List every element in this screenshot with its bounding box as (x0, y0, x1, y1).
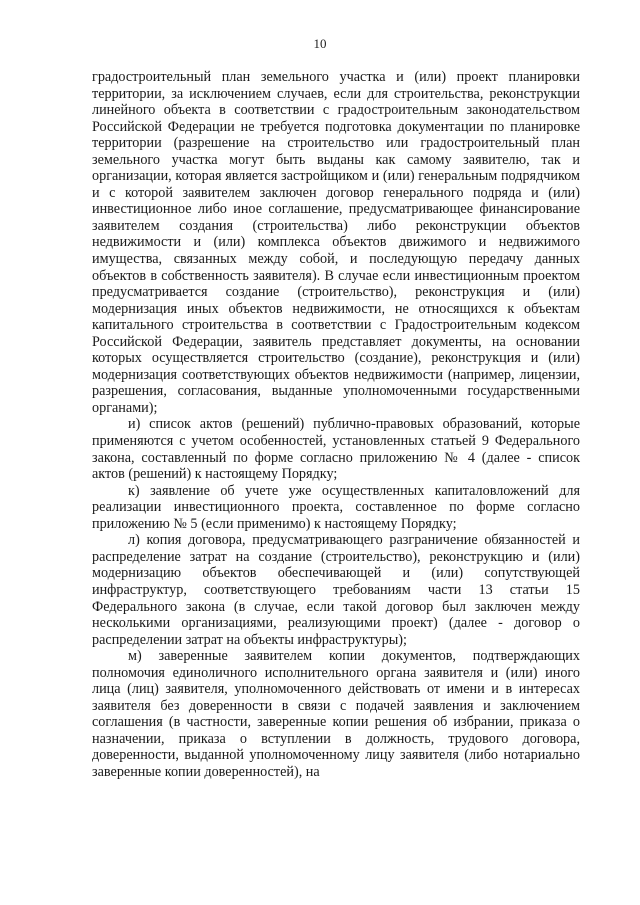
page-number: 10 (313, 36, 327, 51)
paragraph-item-l: л) копия договора, предусматривающего разграничение обязанностей и распределение затрат на создание (строительство), реконструкцию и (или) модернизацию объектов обеспечивающей и (или) сопутствующей инфраструктур, соответствующего требованиям части 13 статьи 15 Федерального закона (в случае, если такой договор был заключен между несколькими организациями, реализующими проект) (далее - договор о распределении затрат на объекты инфраструктуры); (92, 532, 580, 648)
paragraph-item-k: к) заявление об учете уже осуществленных капиталовложений для реализации инвестиционного проекта, составленное по форме согласно приложению № 5 (если применимо) к настоящему Порядку; (92, 482, 580, 532)
paragraph-item-m: м) заверенные заявителем копии документов, подтверждающих полномочия единоличного исполнительного органа заявителя и (или) иного лица (лиц) заявителя, уполномоченного действовать от имени и в интересах заявителя без доверенности в связи с подачей заявления и заключением соглашения (в частности, заверенные копии решения об избрании, приказа о назначении, приказа о вступлении в должность, трудового договора, доверенности, выданной уполномоченному лицу заявителя (либо нотариально заверенные копии доверенностей), на (92, 648, 580, 780)
paragraph-continuation: градостроительный план земельного участка и (или) проект планировки территории, за исключением случаев, если для строительства, реконструкции линейного объекта в соответствии с градостроительным законодательством Российской Федерации не требуется подготовка документации по планировке территории (разрешение на строительство или градостроительный план земельного участка могут быть выданы как самому заявителю, так и организации, которая является застройщиком и (или) генеральным подрядчиком и с которой заявителем заключен договор генерального подряда и (или) инвестиционное либо иное соглашение, предусматривающее финансирование заявителем создания (строительства) либо реконструкции объектов недвижимости и (или) комплекса объектов движимого и недвижимого имущества, связанных между собой, и последующую передачу данных объектов в собственность заявителя). В случае если инвестиционным проектом предусматривается создание (строительство), реконструкция и (или) модернизация иных объектов недвижимости, не относящихся к объектам капитального строительства в соответствии с Градостроительным кодексом Российской Федерации, заявитель представляет документы, на основании которых осуществляется строительство (создание), реконструкция и (или) модернизация соответствующих объектов недвижимости (например, лицензии, разрешения, согласования, выданные уполномоченными государственными органами); (92, 69, 580, 416)
paragraph-item-i: и) список актов (решений) публично-правовых образований, которые применяются с учетом особенностей, установленных статьей 9 Федерального закона, составленный по форме согласно приложению № 4 (далее - список актов (решений) к настоящему Порядку; (92, 416, 580, 483)
document-body (92, 69, 580, 781)
